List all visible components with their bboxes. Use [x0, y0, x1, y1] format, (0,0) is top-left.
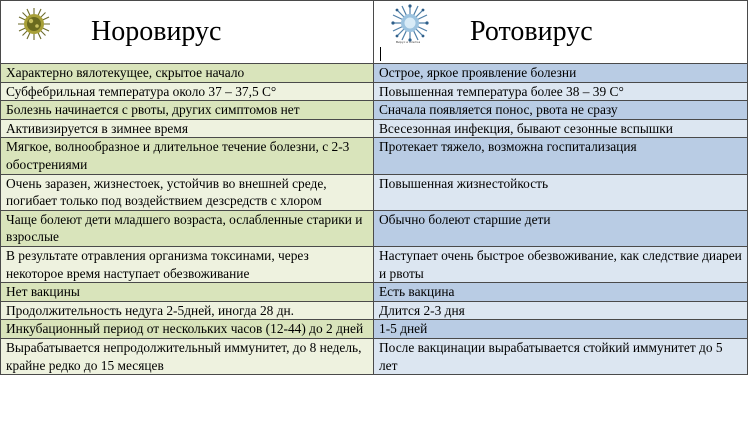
rotavirus-cell: Наступает очень быстрое обезвоживание, как следствие диареи и рвоты	[374, 246, 748, 282]
rotavirus-cell: Обычно болеют старшие дети	[374, 210, 748, 246]
table-row	[1, 138, 748, 174]
norovirus-particle-icon	[17, 7, 51, 41]
rotavirus-icon-caption: Вирус и клетка	[396, 40, 421, 44]
norovirus-title: Норовирус	[91, 16, 222, 47]
norovirus-cell: Очень заразен, жизнестоек, устойчив во внешней среде, погибает только под воздействием дезсредств с хлором	[1, 174, 374, 210]
norovirus-cell: Инкубационный период от нескольких часов (12-44) до 2 дней	[1, 320, 374, 339]
norovirus-cell: Чаще болеют дети младшего возраста, ослабленные старики и взрослые	[1, 210, 374, 246]
text-cursor	[380, 47, 381, 61]
rotavirus-cell: Протекает тяжело, возможна госпитализация	[374, 138, 748, 174]
rotavirus-cell: 1-5 дней	[374, 320, 748, 339]
table-row	[1, 246, 748, 282]
table-row	[1, 301, 748, 320]
table-row	[1, 283, 748, 302]
rotavirus-cell: Есть вакцина	[374, 283, 748, 302]
table-row	[1, 101, 748, 120]
rotavirus-cell: Длится 2-3 дня	[374, 301, 748, 320]
norovirus-cell: Характерно вялотекущее, скрытое начало	[1, 64, 374, 83]
rotavirus-cell: Повышенная температура более 38 – 39 С°	[374, 82, 748, 101]
table-row	[1, 82, 748, 101]
norovirus-cell: Болезнь начинается с рвоты, других симптомов нет	[1, 101, 374, 120]
norovirus-cell: Мягкое, волнообразное и длительное течение болезни, с 2-3 обострениями	[1, 138, 374, 174]
rotavirus-title: Ротовирус	[470, 16, 593, 47]
norovirus-cell: Нет вакцины	[1, 283, 374, 302]
rotavirus-cell: Острое, яркое проявление болезни	[374, 64, 748, 83]
rotavirus-cell: После вакцинации вырабатывается стойкий иммунитет до 5 лет	[374, 338, 748, 374]
table-row	[1, 320, 748, 339]
header-left-cell	[1, 1, 374, 64]
table-row	[1, 338, 748, 374]
table-row	[1, 210, 748, 246]
norovirus-cell: Продолжительность недуга 2-5дней, иногда 28 дн.	[1, 301, 374, 320]
norovirus-cell: Вырабатывается непродолжительный иммунитет, до 8 недель, крайне редко до 15 месяцев	[1, 338, 374, 374]
table-row	[1, 119, 748, 138]
rotavirus-cell: Всесезонная инфекция, бывают сезонные вспышки	[374, 119, 748, 138]
rotavirus-cell: Сначала появляется понос, рвота не сразу	[374, 101, 748, 120]
norovirus-cell: Активизируется в зимнее время	[1, 119, 374, 138]
rotavirus-cell: Повышенная жизнестойкость	[374, 174, 748, 210]
norovirus-cell: Субфебрильная температура около 37 – 37,5 С°	[1, 82, 374, 101]
header-row	[1, 1, 748, 64]
rotavirus-particle-icon	[391, 4, 429, 42]
table-row	[1, 64, 748, 83]
table-row	[1, 174, 748, 210]
norovirus-cell: В результате отравления организма токсинами, через некоторое время наступает обезвоживание	[1, 246, 374, 282]
header-right-cell	[374, 1, 748, 64]
